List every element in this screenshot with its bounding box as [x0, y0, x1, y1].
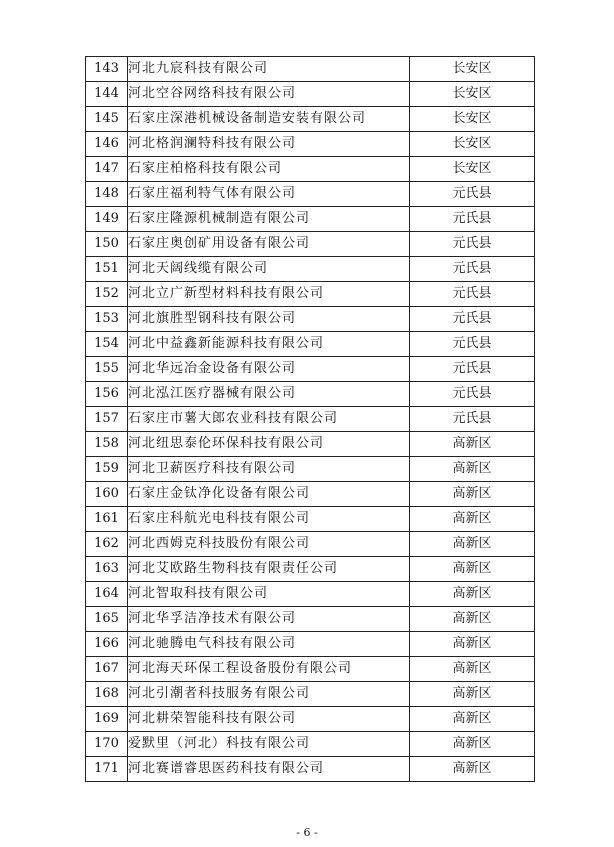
row-number: 160	[86, 482, 128, 507]
district-name: 长安区	[410, 82, 535, 107]
table-row	[86, 582, 535, 607]
row-number: 147	[86, 157, 128, 182]
table-row	[86, 557, 535, 582]
company-name: 河北旗胜型钢科技有限公司	[128, 307, 410, 332]
company-name: 河北纽思泰伦环保科技有限公司	[128, 432, 410, 457]
company-name: 河北格润澜特科技有限公司	[128, 132, 410, 157]
company-name: 石家庄柏格科技有限公司	[128, 157, 410, 182]
company-name: 石家庄金钛净化设备有限公司	[128, 482, 410, 507]
table-row	[86, 532, 535, 557]
row-number: 162	[86, 532, 128, 557]
row-number: 146	[86, 132, 128, 157]
row-number: 167	[86, 657, 128, 682]
table-row	[86, 507, 535, 532]
district-name: 高新区	[410, 707, 535, 732]
company-name: 石家庄市薯大郎农业科技有限公司	[128, 407, 410, 432]
district-name: 元氏县	[410, 332, 535, 357]
table-row	[86, 207, 535, 232]
table-row	[86, 307, 535, 332]
company-name: 河北立广新型材料科技有限公司	[128, 282, 410, 307]
company-name: 石家庄科航光电科技有限公司	[128, 507, 410, 532]
table-row	[86, 357, 535, 382]
district-name: 高新区	[410, 557, 535, 582]
district-name: 元氏县	[410, 257, 535, 282]
table-row	[86, 157, 535, 182]
row-number: 170	[86, 732, 128, 757]
district-name: 长安区	[410, 57, 535, 82]
row-number: 157	[86, 407, 128, 432]
row-number: 151	[86, 257, 128, 282]
company-name: 河北艾欧路生物科技有限责任公司	[128, 557, 410, 582]
row-number: 155	[86, 357, 128, 382]
company-name: 石家庄福利特气体有限公司	[128, 182, 410, 207]
district-name: 高新区	[410, 632, 535, 657]
company-name: 河北空谷网络科技有限公司	[128, 82, 410, 107]
company-table-body	[86, 57, 535, 782]
company-name: 河北天阔线缆有限公司	[128, 257, 410, 282]
row-number: 152	[86, 282, 128, 307]
district-name: 高新区	[410, 732, 535, 757]
district-name: 高新区	[410, 482, 535, 507]
table-row	[86, 632, 535, 657]
row-number: 150	[86, 232, 128, 257]
table-row	[86, 732, 535, 757]
table-row	[86, 757, 535, 782]
table-row	[86, 382, 535, 407]
row-number: 158	[86, 432, 128, 457]
company-table	[85, 56, 535, 782]
company-name: 河北海天环保工程设备股份有限公司	[128, 657, 410, 682]
table-row	[86, 82, 535, 107]
company-name: 河北引潮者科技服务有限公司	[128, 682, 410, 707]
district-name: 长安区	[410, 107, 535, 132]
table-row	[86, 257, 535, 282]
company-name: 河北华孚洁净技术有限公司	[128, 607, 410, 632]
table-row	[86, 432, 535, 457]
company-name: 河北耕荣智能科技有限公司	[128, 707, 410, 732]
district-name: 高新区	[410, 607, 535, 632]
row-number: 166	[86, 632, 128, 657]
table-row	[86, 132, 535, 157]
table-row	[86, 182, 535, 207]
district-name: 长安区	[410, 157, 535, 182]
district-name: 长安区	[410, 132, 535, 157]
district-name: 高新区	[410, 582, 535, 607]
table-row	[86, 657, 535, 682]
company-name: 河北赛谱睿思医药科技有限公司	[128, 757, 410, 782]
company-name: 河北卫薪医疗科技有限公司	[128, 457, 410, 482]
district-name: 高新区	[410, 757, 535, 782]
table-row	[86, 107, 535, 132]
company-name: 河北智取科技有限公司	[128, 582, 410, 607]
table-row	[86, 607, 535, 632]
district-name: 元氏县	[410, 282, 535, 307]
district-name: 元氏县	[410, 307, 535, 332]
table-row	[86, 407, 535, 432]
row-number: 161	[86, 507, 128, 532]
table-row	[86, 332, 535, 357]
company-name: 河北西姆克科技股份有限公司	[128, 532, 410, 557]
company-name: 石家庄隆源机械制造有限公司	[128, 207, 410, 232]
row-number: 168	[86, 682, 128, 707]
row-number: 164	[86, 582, 128, 607]
company-name: 河北中益鑫新能源科技有限公司	[128, 332, 410, 357]
row-number: 169	[86, 707, 128, 732]
row-number: 156	[86, 382, 128, 407]
row-number: 154	[86, 332, 128, 357]
row-number: 144	[86, 82, 128, 107]
district-name: 高新区	[410, 507, 535, 532]
district-name: 高新区	[410, 657, 535, 682]
table-row	[86, 57, 535, 82]
district-name: 元氏县	[410, 182, 535, 207]
row-number: 163	[86, 557, 128, 582]
table-row	[86, 482, 535, 507]
district-name: 元氏县	[410, 357, 535, 382]
table-row	[86, 232, 535, 257]
page-number: - 6 -	[296, 826, 318, 839]
district-name: 高新区	[410, 532, 535, 557]
company-name: 河北九宸科技有限公司	[128, 57, 410, 82]
company-name: 石家庄深港机械设备制造安装有限公司	[128, 107, 410, 132]
table-row	[86, 682, 535, 707]
district-name: 高新区	[410, 457, 535, 482]
table-row	[86, 707, 535, 732]
company-name: 河北泓江医疗器械有限公司	[128, 382, 410, 407]
row-number: 159	[86, 457, 128, 482]
district-name: 高新区	[410, 682, 535, 707]
row-number: 148	[86, 182, 128, 207]
company-name: 爱默里（河北）科技有限公司	[128, 732, 410, 757]
company-name: 河北驰腾电气科技有限公司	[128, 632, 410, 657]
row-number: 171	[86, 757, 128, 782]
row-number: 149	[86, 207, 128, 232]
row-number: 145	[86, 107, 128, 132]
company-name: 河北华远冶金设备有限公司	[128, 357, 410, 382]
row-number: 153	[86, 307, 128, 332]
company-name: 石家庄奥创矿用设备有限公司	[128, 232, 410, 257]
district-name: 元氏县	[410, 407, 535, 432]
row-number: 165	[86, 607, 128, 632]
district-name: 元氏县	[410, 207, 535, 232]
district-name: 元氏县	[410, 232, 535, 257]
table-row	[86, 457, 535, 482]
row-number: 143	[86, 57, 128, 82]
table-row	[86, 282, 535, 307]
district-name: 高新区	[410, 432, 535, 457]
district-name: 元氏县	[410, 382, 535, 407]
